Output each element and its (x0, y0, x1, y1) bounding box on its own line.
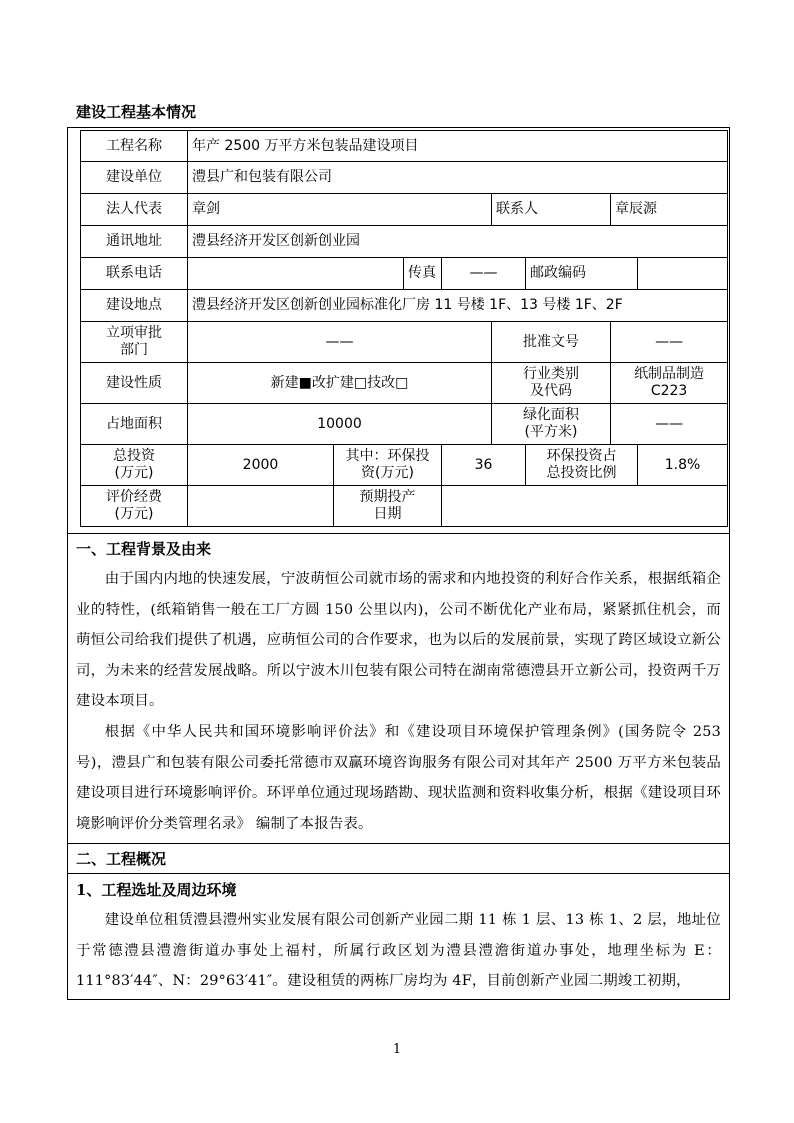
unit-value: 澧县广和包装有限公司 (188, 162, 728, 194)
postcode-value (638, 258, 728, 290)
production-value (442, 486, 728, 527)
fax-label: 传真 (404, 258, 442, 290)
eval-fee-label-line1: 评价经费 (106, 489, 162, 505)
env-invest-label-line2: 资(万元) (361, 465, 414, 481)
invest-label-line2: (万元) (114, 465, 154, 481)
row-area (81, 404, 728, 445)
row-invest (81, 445, 728, 486)
project-name-label: 工程名称 (81, 131, 188, 162)
row-unit (81, 162, 728, 194)
env-invest-label-line1: 其中：环保投 (345, 448, 430, 464)
section2-heading: 二、工程概况 (76, 850, 167, 868)
nature-label: 建设性质 (81, 363, 188, 404)
industry-label (492, 363, 611, 404)
row-phone (81, 258, 728, 290)
row-project-name (81, 131, 728, 162)
area-value: 10000 (188, 404, 492, 445)
row-nature (81, 363, 728, 404)
eval-fee-label-line2: (万元) (114, 506, 154, 522)
eval-fee-value (188, 486, 334, 527)
contact-label: 联系人 (492, 194, 611, 226)
ratio-label (526, 445, 638, 486)
site-value: 澧县经济开发区创新创业园标准化厂房 11 号楼 1F、13 号楼 1F、2F (188, 290, 728, 322)
section1-heading: 一、工程背景及由来 (76, 540, 212, 558)
contact-value: 章辰源 (611, 194, 728, 226)
row-site (81, 290, 728, 322)
section2-paragraph-1: 建设单位租赁澧县澧州实业发展有限公司创新产业园二期 11 栋 1 层、13 栋 1、2 层，地址位于常德澧县澧澹街道办事处上福村，所属行政区划为澧县澧澹街道办事处，地理坐标为 E：111°83′44″、N：29°63′41″。建设租赁的两栋厂房均为 4F，目前创新产业园二期竣工初期， (76, 912, 721, 989)
phone-label: 联系电话 (81, 258, 188, 290)
postcode-label: 邮政编码 (526, 258, 638, 290)
ratio-label-line1: 环保投资占 (546, 448, 617, 464)
unit-label: 建设单位 (81, 162, 188, 194)
nature-value: 新建■改扩建□技改□ (188, 363, 492, 404)
row-legal (81, 194, 728, 226)
env-invest-value: 36 (442, 445, 526, 486)
area-label: 占地面积 (81, 404, 188, 445)
section2-sub1-heading: 1、工程选址及周边环境 (76, 881, 237, 899)
industry-value-line2: C223 (650, 383, 688, 399)
fax-value: —— (442, 258, 526, 290)
green-label-line1: 绿化面积 (523, 407, 579, 423)
address-label: 通讯地址 (81, 226, 188, 258)
ratio-label-line2: 总投资比例 (546, 465, 617, 481)
invest-label-line1: 总投资 (113, 448, 155, 464)
production-label-line1: 预期投产 (359, 489, 416, 505)
row-approve (81, 322, 728, 363)
invest-label (81, 445, 188, 486)
industry-label-line1: 行业类别 (523, 366, 579, 382)
basic-info-table-wrap (80, 130, 727, 527)
section1-paragraph-2: 根据《中华人民共和国环境影响评价法》和《建设项目环境保护管理条例》(国务院令 253 号)，澧县广和包装有限公司委托常德市双赢环境咨询服务有限公司对其年产 2500 万平方米包装品建设项目进行环境影响评价。环评单位通过现场踏勘、现状监测和资料收集分析，根据《建设项目环境影响评价分类管理名录》 编制了本报告表。 (76, 724, 721, 832)
section2-top-divider (68, 843, 729, 844)
green-value: —— (611, 404, 728, 445)
row-eval-fee (81, 486, 728, 527)
env-invest-label (334, 445, 442, 486)
page-number: 1 (392, 1042, 402, 1057)
legal-value: 章剑 (188, 194, 492, 226)
production-label (334, 486, 442, 527)
invest-value: 2000 (188, 445, 334, 486)
basic-info-table (80, 130, 728, 527)
section2-sub-divider (68, 873, 729, 874)
industry-value-line1: 纸制品制造 (634, 366, 705, 382)
content-frame (67, 127, 730, 1000)
industry-value (611, 363, 728, 404)
table-bottom-divider (68, 533, 729, 534)
approve-dept-label-line1: 立项审批 (106, 325, 162, 341)
approve-dept-value: —— (188, 322, 492, 363)
industry-label-line2: 及代码 (530, 383, 572, 399)
approve-no-label: 批准文号 (492, 322, 611, 363)
section1-paragraph-1: 由于国内内地的快速发展，宁波萌恒公司就市场的需求和内地投资的利好合作关系，根据纸箱企业的特性，(纸箱销售一般在工厂方圆 150 公里以内)，公司不断优化产业布局，紧紧抓住机会，而萌恒公司给我们提供了机遇，应萌恒公司的合作要求，也为以后的发展前景，实现了跨区域设立新公司，为未来的经营发展战略。所以宁波木川包装有限公司特在湖南常德澧县开立新公司，投资两千万建设本项目。 (76, 571, 721, 709)
phone-value (188, 258, 404, 290)
document-title: 建设工程基本情况 (76, 103, 197, 121)
production-label-line2: 日期 (373, 506, 402, 522)
approve-dept-label (81, 322, 188, 363)
address-value: 澧县经济开发区创新创业园 (188, 226, 728, 258)
green-label-line2: (平方米) (524, 424, 578, 440)
approve-no-value: —— (611, 322, 728, 363)
ratio-value: 1.8% (638, 445, 728, 486)
site-label: 建设地点 (81, 290, 188, 322)
green-label (492, 404, 611, 445)
eval-fee-label (81, 486, 188, 527)
row-address (81, 226, 728, 258)
legal-label: 法人代表 (81, 194, 188, 226)
project-name-value: 年产 2500 万平方米包装品建设项目 (188, 131, 728, 162)
approve-dept-label-line2: 部门 (120, 342, 148, 358)
